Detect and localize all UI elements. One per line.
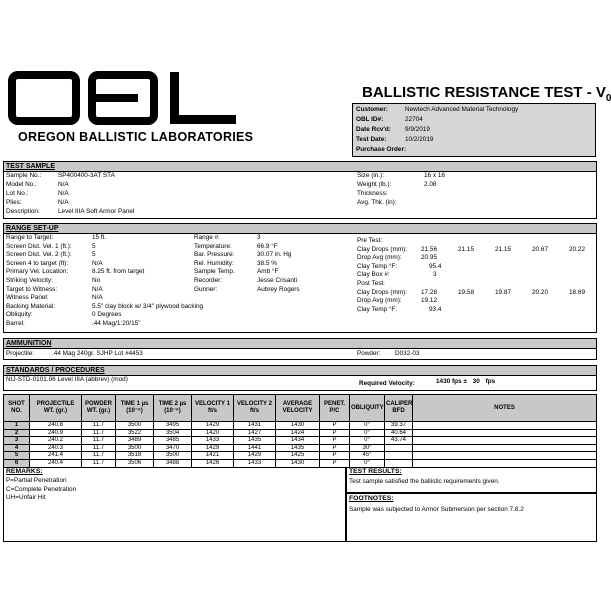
- range-value: 66.9 °F: [257, 242, 278, 250]
- range-label: Gunner:: [194, 285, 218, 293]
- clay-drop-value: 21.15: [495, 245, 511, 253]
- shot-cell: 240.2: [30, 437, 82, 445]
- shot-row: [4, 437, 597, 445]
- shot-cell: P: [320, 437, 350, 445]
- shot-cell: [413, 437, 597, 445]
- remark-line: P=Partial Penetration: [6, 477, 67, 484]
- shot-cell: 1425: [276, 452, 320, 460]
- shot-cell: 1435: [276, 444, 320, 452]
- remark-line: C=Complete Penetration: [6, 485, 77, 493]
- range-label: Temperature:: [194, 242, 232, 250]
- test-results-heading: TEST RESULTS:: [349, 468, 402, 475]
- range-value: Amb °F: [257, 268, 279, 276]
- shot-cell: 3506: [116, 459, 154, 467]
- shot-cell: 43.74: [385, 437, 413, 445]
- shot-cell: 2: [4, 429, 30, 437]
- shot-cell: 0°: [350, 459, 385, 467]
- clay-drop-value: 18.69: [569, 288, 585, 296]
- drop-avg-label: Drop Avg (mm):: [357, 254, 402, 262]
- range-value: 5: [92, 242, 96, 250]
- shot-cell: 1433: [192, 437, 234, 445]
- sample-label: Sample No.:: [6, 172, 42, 179]
- remarks-heading: REMARKS:: [6, 468, 43, 475]
- shot-cell: 240.8: [30, 422, 82, 430]
- remark-line: UH=Unfair Hit: [6, 494, 46, 501]
- clay-drops-label: Clay Drops (mm):: [357, 288, 408, 296]
- range-value: 5: [92, 251, 96, 259]
- shot-cell: 11.7: [82, 437, 116, 445]
- sample-label: Plies:: [6, 199, 22, 206]
- sample-label: Description:: [6, 208, 40, 215]
- shots-column-header: POWDER WT. (gr.): [82, 395, 116, 422]
- clay-temp-value: 93.4: [429, 305, 442, 313]
- shot-cell: 3488: [154, 459, 192, 467]
- shots-column-header: VELOCITY 1 ft/s: [192, 395, 234, 422]
- standards-heading: STANDARDS / PROCEDURES: [4, 366, 596, 376]
- required-velocity-value: 1430: [436, 378, 451, 385]
- powder-label: Powder:: [357, 350, 381, 357]
- range-label: Screen Dist. Vel. 1 (ft.):: [6, 242, 72, 250]
- test-title-sub: 0: [605, 93, 611, 104]
- shot-cell: 3504: [154, 429, 192, 437]
- info-value: 22704: [405, 116, 423, 123]
- range-label: Rel. Humidity:: [194, 259, 234, 267]
- shots-column-header: NOTES: [413, 395, 597, 422]
- info-label: Test Date:: [356, 136, 387, 143]
- required-velocity-pm: ±: [463, 378, 467, 385]
- shot-cell: 241.4: [30, 452, 82, 460]
- shot-cell: 3522: [116, 429, 154, 437]
- shots-column-header: PROJECTILE WT. (gr.): [30, 395, 82, 422]
- range-label: Range #:: [194, 234, 220, 241]
- clay-temp-label: Clay Temp °F:: [357, 262, 398, 270]
- sample-value: 16 x 16: [424, 172, 445, 179]
- drop-avg-label: Drop Avg (mm):: [357, 297, 402, 305]
- test-title-text: BALLISTIC RESISTANCE TEST - V: [362, 84, 606, 101]
- lab-name: OREGON BALLISTIC LABORATORIES: [18, 130, 254, 144]
- range-label: Target to Witness:: [6, 285, 58, 293]
- shot-cell: [385, 444, 413, 452]
- range-label: Barrel:: [6, 320, 25, 327]
- clay-drop-value: 21.56: [421, 245, 437, 253]
- shot-cell: 240.9: [30, 429, 82, 437]
- range-label: Primary Vel. Location:: [6, 268, 69, 276]
- shot-cell: 1435: [234, 437, 276, 445]
- footnotes-heading: FOOTNOTES:: [349, 495, 394, 502]
- range-setup-heading: RANGE SET-UP: [4, 224, 596, 234]
- shot-cell: 1430: [276, 459, 320, 467]
- shots-column-header: CALIPER BFD: [385, 395, 413, 422]
- post_test-title: Post Test:: [357, 280, 385, 287]
- shot-row: [4, 444, 597, 452]
- standards-section: [3, 365, 597, 391]
- required-velocity-tolerance-unit: fps: [485, 378, 496, 385]
- shot-cell: 1434: [276, 437, 320, 445]
- shot-cell: 0°: [350, 429, 385, 437]
- shot-cell: [413, 452, 597, 460]
- test-results-section: [346, 467, 597, 493]
- shot-cell: 39.37: [385, 422, 413, 430]
- shot-cell: 1427: [234, 429, 276, 437]
- sample-label: Thickness:: [357, 190, 388, 197]
- shot-cell: 1433: [234, 459, 276, 467]
- shots-column-header: AVERAGE VELOCITY: [276, 395, 320, 422]
- info-label: Date Rcv'd:: [356, 126, 391, 133]
- shot-cell: 3500: [154, 452, 192, 460]
- clay-drop-value: 21.15: [458, 245, 474, 253]
- shot-cell: 1420: [192, 429, 234, 437]
- clay-drop-value: 20.67: [532, 245, 548, 253]
- shot-cell: 30°: [350, 444, 385, 452]
- sample-value: N/A: [58, 199, 69, 206]
- projectile-value: .44 Mag 240gr. SJHP Lot #4453: [52, 350, 143, 357]
- range-value: 38.5 %: [257, 259, 277, 267]
- clay-temp-label: Clay Temp °F:: [357, 305, 398, 313]
- range-label: Sample Temp.: [194, 268, 235, 276]
- shot-cell: [413, 422, 597, 430]
- required-velocity-tolerance: 30: [472, 378, 480, 385]
- range-label: Obliquity:: [6, 311, 33, 319]
- sample-value: N/A: [58, 190, 69, 197]
- range-label: Recorder:: [194, 277, 223, 284]
- ammunition-heading: AMMUNITION: [4, 339, 596, 349]
- shot-cell: 3518: [116, 452, 154, 460]
- shot-cell: 1426: [192, 459, 234, 467]
- range-label: Backing Material:: [6, 302, 56, 310]
- shot-cell: [413, 459, 597, 467]
- clay-drop-value: 17.28: [421, 288, 437, 296]
- sample-value: N/A: [58, 181, 69, 188]
- required-velocity-label: Required Velocity:: [359, 380, 415, 387]
- shot-cell: P: [320, 444, 350, 452]
- drop-avg-value: 19.12: [421, 297, 437, 305]
- range-label: Screen Dist. Vel. 2 (ft.):: [6, 251, 72, 259]
- shot-cell: 1430: [276, 422, 320, 430]
- obl-logo: [10, 72, 238, 124]
- range-value: No: [92, 277, 101, 284]
- shot-cell: P: [320, 429, 350, 437]
- shot-cell: 0°: [350, 437, 385, 445]
- shot-cell: 3: [4, 437, 30, 445]
- shot-cell: 6: [4, 459, 30, 467]
- shot-cell: 1421: [192, 452, 234, 460]
- sample-value: Level IIIA Soft Armor Panel: [58, 208, 135, 215]
- required-velocity: [436, 378, 495, 386]
- info-label: Purchase Order:: [356, 146, 407, 153]
- clay-temp-value: 95.4: [429, 262, 442, 270]
- clay-drop-value: 19.58: [458, 288, 474, 296]
- shot-cell: 3485: [154, 437, 192, 445]
- shot-cell: [385, 459, 413, 467]
- shot-cell: 1: [4, 422, 30, 430]
- obl-logo-icon: [10, 72, 238, 124]
- shot-cell: [385, 452, 413, 460]
- test-title: [362, 84, 611, 104]
- footnotes-text: Sample was subjected to Armor Submersion per section 7.8.2: [349, 506, 524, 513]
- sample-value: SP400400-3AT STA: [58, 172, 115, 179]
- range-value: 0 Degrees: [92, 311, 122, 319]
- pre_test-title: Pre Test:: [357, 237, 383, 244]
- info-label: Customer:: [356, 106, 388, 113]
- ammunition-section: [3, 338, 597, 360]
- shot-cell: 11.7: [82, 452, 116, 460]
- shots-column-header: TIME 1 µs (10⁻⁶): [116, 395, 154, 422]
- test-sample-section: [3, 161, 597, 219]
- shot-cell: P: [320, 422, 350, 430]
- shot-cell: 3489: [116, 437, 154, 445]
- test-sample-heading: TEST SAMPLE: [4, 162, 596, 172]
- range-value: N/A: [92, 259, 103, 267]
- header-info-box: [352, 103, 596, 157]
- range-label: Witness Panel:: [6, 294, 49, 302]
- shot-row: [4, 459, 597, 467]
- powder-value: D032-03: [395, 350, 420, 357]
- shot-row: [4, 452, 597, 460]
- sample-value: 2.08: [424, 181, 437, 188]
- range-value: 8.25 ft. from target: [92, 268, 145, 276]
- shot-cell: 1441: [234, 444, 276, 452]
- clay-drop-value: 19.87: [495, 288, 511, 296]
- range-value: 3: [257, 234, 261, 241]
- info-value: 9/9/2019: [405, 126, 430, 133]
- drop-avg-value: 20.95: [421, 254, 437, 262]
- shot-row: [4, 422, 597, 430]
- range-value: .44 Mag/1:20/15": [92, 320, 141, 327]
- required-velocity-unit: fps: [452, 378, 462, 385]
- info-value: 10/2/2019: [405, 136, 434, 143]
- shot-cell: 5: [4, 452, 30, 460]
- range-setup-section: [3, 223, 597, 333]
- range-value: 15 ft.: [92, 234, 107, 241]
- shot-cell: 11.7: [82, 459, 116, 467]
- shot-cell: P: [320, 452, 350, 460]
- shot-cell: 1431: [234, 422, 276, 430]
- shots-column-header: PENET. P/C: [320, 395, 350, 422]
- shot-cell: 11.7: [82, 429, 116, 437]
- shot-row: [4, 429, 597, 437]
- sample-label: Weight (lb.):: [357, 181, 392, 188]
- projectile-label: Projectile:: [6, 350, 35, 357]
- shot-cell: 4: [4, 444, 30, 452]
- shot-cell: 240.4: [30, 459, 82, 467]
- shot-cell: 240.3: [30, 444, 82, 452]
- shot-cell: 3495: [154, 422, 192, 430]
- sample-label: Avg. Thk. (in):: [357, 199, 397, 206]
- range-label: Screen 4 to target (ft):: [6, 259, 69, 267]
- shots-column-header: VELOCITY 2 ft/s: [234, 395, 276, 422]
- shots-column-header: SHOT NO.: [4, 395, 30, 422]
- range-value: Jesse Crisanti: [257, 277, 298, 284]
- shot-cell: 3500: [116, 444, 154, 452]
- shots-column-header: OBLIQUITY: [350, 395, 385, 422]
- standard-value: NIJ-STD-0101.06 Level IIIA (abbrev) (mod): [6, 376, 128, 383]
- range-label: Range to Target:: [6, 234, 54, 241]
- shot-cell: [413, 429, 597, 437]
- shots-table: [3, 394, 597, 468]
- clay-drop-value: 20.22: [569, 245, 585, 253]
- sample-label: Model No.:: [6, 181, 37, 188]
- clay-box-value: 3: [433, 271, 437, 279]
- shot-cell: 11.7: [82, 444, 116, 452]
- shot-cell: 3500: [116, 422, 154, 430]
- range-value: 5.5" clay block w/ 3/4" plywood backing: [92, 302, 204, 310]
- shot-cell: 11.7: [82, 422, 116, 430]
- clay-drops-label: Clay Drops (mm):: [357, 245, 408, 253]
- range-value: Aubrey Rogers: [257, 285, 300, 293]
- range-label: Striking Velocity:: [6, 277, 53, 284]
- clay-box-label: Clay Box #:: [357, 271, 390, 279]
- sample-label: Size (in.):: [357, 172, 384, 179]
- remarks-section: [3, 467, 346, 542]
- shot-cell: 1429: [192, 444, 234, 452]
- footnotes-section: [346, 493, 597, 542]
- clay-drop-value: 20.20: [532, 288, 548, 296]
- shot-cell: 0°: [350, 422, 385, 430]
- range-label: Bar. Pressure:: [194, 251, 235, 259]
- shot-cell: 40.64: [385, 429, 413, 437]
- range-value: N/A: [92, 294, 103, 302]
- shot-cell: P: [320, 459, 350, 467]
- shot-cell: 45°: [350, 452, 385, 460]
- range-value: 30.07 in. Hg: [257, 251, 292, 259]
- shot-cell: 1429: [192, 422, 234, 430]
- shot-cell: 1429: [234, 452, 276, 460]
- shot-cell: 3470: [154, 444, 192, 452]
- sample-label: Lot No.:: [6, 190, 29, 197]
- range-value: N/A: [92, 285, 103, 293]
- shots-column-header: TIME 2 µs (10⁻⁶): [154, 395, 192, 422]
- shot-cell: 1424: [276, 429, 320, 437]
- info-value: Newtech Advanced Material Technology: [405, 106, 519, 113]
- info-label: OBL ID#:: [356, 116, 384, 123]
- shot-cell: [413, 444, 597, 452]
- test-results-text: Test sample satisfied the ballistic requirements given.: [349, 478, 500, 485]
